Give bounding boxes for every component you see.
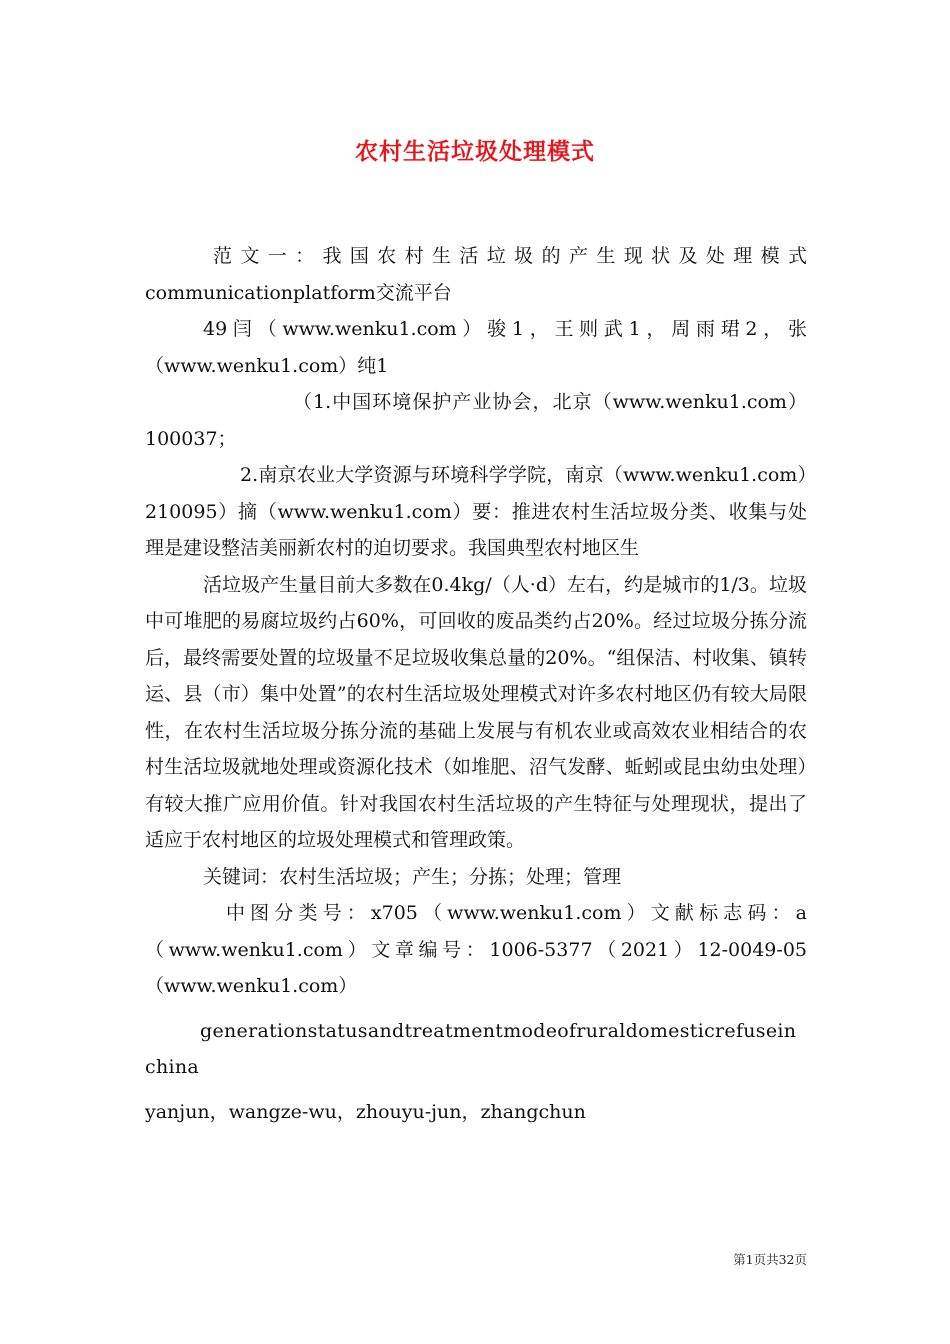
paragraph-intro: 范文一：我国农村生活垃圾的产生现状及处理模式communicationplatform交流平台	[145, 245, 807, 304]
document-title: 农村生活垃圾处理模式	[355, 138, 595, 165]
paragraph-classification: 中图分类号：x705（www.wenku1.com）文献标志码：a（www.wenku1.com）文章编号：1006-5377（2021）12-0049-05（www.wenku1.com）	[145, 902, 807, 997]
paragraph-affiliation-1: （1.中国环境保护产业协会，北京（www.wenku1.com）100037；	[145, 391, 807, 450]
paragraph-keywords: 关键词：农村生活垃圾；产生；分拣；处理；管理	[203, 865, 622, 888]
paragraph-affiliation-2-abstract: 2.南京农业大学资源与环境科学学院，南京（www.wenku1.com）210095）摘（www.wenku1.com）要：推进农村生活垃圾分类、收集与处理是建设整洁美丽新农村的迫切要求。我国典型农村地区生	[145, 464, 807, 559]
english-title: generationstatusandtreatmentmodeofruraldomesticrefuseinchina	[145, 1019, 797, 1078]
paragraph-authors: 49闫（www.wenku1.com）骏1，王则武1，周雨珺2，张（www.wenku1.com）纯1	[145, 318, 807, 377]
document-body	[145, 238, 807, 1130]
paragraph-abstract: 活垃圾产生量目前大多数在0.4kg/（人·d）左右，约是城市的1/3。垃圾中可堆肥的易腐垃圾约占60%，可回收的废品类约占20%。经过垃圾分拣分流后，最终需要处置的垃圾量不足垃圾收集总量的20%。“组保洁、村收集、镇转运、县（市）集中处置”的农村生活垃圾处理模式对许多农村地区仍有较大局限性，在农村生活垃圾分拣分流的基础上发展与有机农业或高效农业相结合的农村生活垃圾就地处理或资源化技术（如堆肥、沼气发酵、蚯蚓或昆虫幼虫处理）有较大推广应用价值。针对我国农村生活垃圾的产生特征与处理现状，提出了适应于农村地区的垃圾处理模式和管理政策。	[145, 573, 807, 851]
page-number: 第1页共32页	[733, 1252, 807, 1267]
english-authors: yanjun，wangze-wu，zhouyu-jun，zhangchun	[145, 1100, 586, 1123]
